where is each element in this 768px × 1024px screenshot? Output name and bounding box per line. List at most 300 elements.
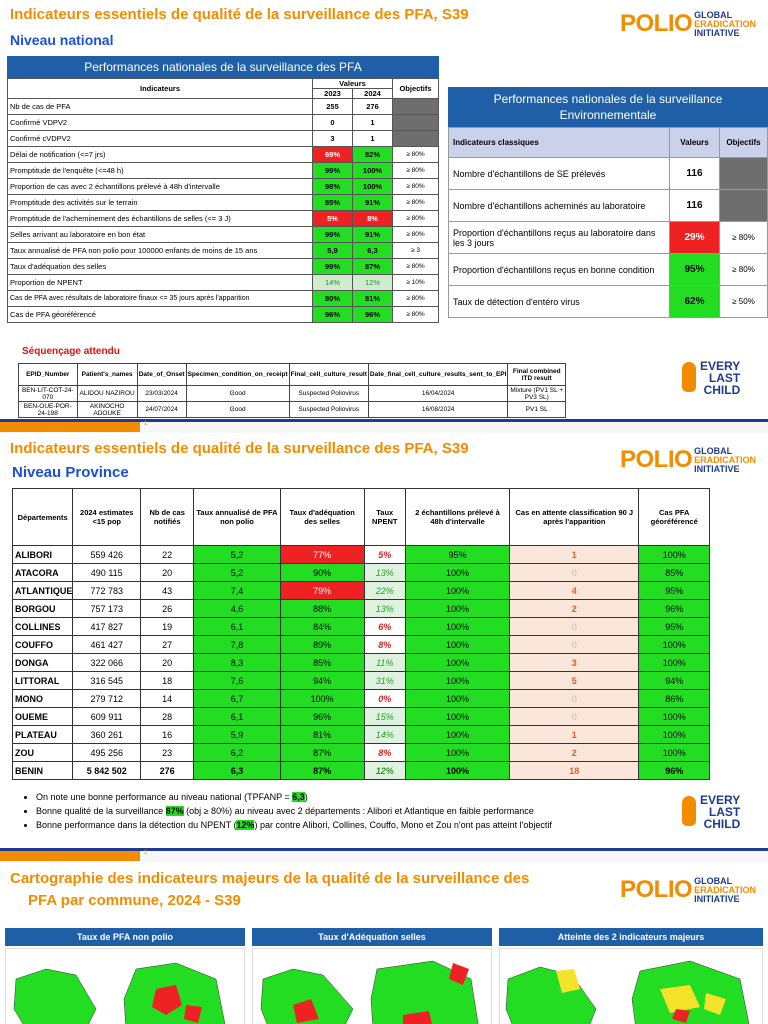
seq-cell: AKINOCHO ADOUKE bbox=[77, 402, 137, 418]
seq-row bbox=[19, 402, 566, 418]
seq-cell: Suspected Poliovirus bbox=[289, 402, 368, 418]
env-indicator-label: Nombre d'échantillons de SE prélevés bbox=[449, 158, 670, 190]
population: 559 426 bbox=[73, 546, 141, 564]
npent: 15% bbox=[364, 708, 405, 726]
department: ZOU bbox=[13, 744, 73, 762]
slide1-title: Indicateurs essentiels de qualité de la surveillance des PFA, S39 bbox=[10, 6, 469, 23]
logo-line2: ERADICATION bbox=[694, 454, 757, 465]
every-last-child-logo bbox=[700, 360, 740, 396]
logo-line1: GLOBAL bbox=[694, 875, 733, 886]
national-row bbox=[8, 227, 439, 243]
province-row bbox=[13, 726, 710, 744]
department: OUEME bbox=[13, 708, 73, 726]
value-2023: 96% bbox=[313, 307, 353, 323]
national-row bbox=[8, 259, 439, 275]
value-2024: 91% bbox=[353, 195, 393, 211]
elc-l3: CHILD bbox=[703, 817, 741, 831]
georeferenced: 94% bbox=[639, 672, 710, 690]
npent: 6% bbox=[364, 618, 405, 636]
department: COLLINES bbox=[13, 618, 73, 636]
indicator-label: Confirmé VDPV2 bbox=[8, 115, 313, 131]
value-2023: 69% bbox=[313, 147, 353, 163]
cases: 28 bbox=[141, 708, 194, 726]
seq-header: Date_final_cell_culture_results_sent_to_EPI bbox=[368, 364, 508, 386]
seq-cell: Suspected Poliovirus bbox=[289, 386, 368, 402]
env-indicator-label: Proportion d'échantillons reçus en bonne condition bbox=[449, 254, 670, 286]
npafp-rate: 6,7 bbox=[194, 690, 280, 708]
pending-classification: 2 bbox=[510, 744, 639, 762]
department: BORGOU bbox=[13, 600, 73, 618]
national-table-title: Performances nationales de la surveillance des PFA bbox=[7, 56, 439, 78]
h-values: Valeurs bbox=[313, 79, 393, 89]
slide-maps bbox=[0, 862, 768, 1024]
seq-header: EPID_Number bbox=[19, 364, 78, 386]
objective bbox=[393, 99, 439, 115]
pending-classification: 0 bbox=[510, 564, 639, 582]
logo-line1: GLOBAL bbox=[694, 9, 733, 20]
province-row bbox=[13, 708, 710, 726]
province-row bbox=[13, 672, 710, 690]
two-samples: 100% bbox=[405, 744, 509, 762]
population: 461 427 bbox=[73, 636, 141, 654]
seq-cell: 16/08/2024 bbox=[368, 402, 508, 418]
province-header: 2 échantillons prélevé à 48h d'intervalle bbox=[405, 489, 509, 546]
map-header-npafp: Taux de PFA non polio bbox=[5, 928, 245, 946]
polio-logo-text: POLIO bbox=[620, 10, 693, 37]
national-row bbox=[8, 195, 439, 211]
georeferenced: 95% bbox=[639, 618, 710, 636]
value-2023: 85% bbox=[313, 195, 353, 211]
indicator-label: Promptitude des activités sur le terrain bbox=[8, 195, 313, 211]
adequacy: 89% bbox=[280, 636, 364, 654]
georeferenced: 100% bbox=[639, 708, 710, 726]
adequacy: 87% bbox=[280, 762, 364, 780]
env-objective: ≥ 80% bbox=[720, 222, 768, 254]
env-value: 95% bbox=[670, 254, 720, 286]
value-2024: 276 bbox=[353, 99, 393, 115]
cases: 43 bbox=[141, 582, 194, 600]
objective: ≥ 80% bbox=[393, 211, 439, 227]
env-value: 116 bbox=[670, 158, 720, 190]
population: 5 842 502 bbox=[73, 762, 141, 780]
two-samples: 100% bbox=[405, 762, 509, 780]
georeferenced: 100% bbox=[639, 744, 710, 762]
value-2024: 91% bbox=[353, 227, 393, 243]
province-header: 2024 estimates <15 pop bbox=[73, 489, 141, 546]
national-row bbox=[8, 307, 439, 323]
pending-classification: 0 bbox=[510, 708, 639, 726]
env-value: 116 bbox=[670, 190, 720, 222]
indicator-label: Proportion de NPENT bbox=[8, 275, 313, 291]
adequacy: 79% bbox=[280, 582, 364, 600]
npent: 22% bbox=[364, 582, 405, 600]
national-row bbox=[8, 115, 439, 131]
env-row bbox=[449, 158, 768, 190]
objective: ≥ 80% bbox=[393, 307, 439, 323]
indicator-label: Nb de cas de PFA bbox=[8, 99, 313, 115]
province-row bbox=[13, 762, 710, 780]
pending-classification: 0 bbox=[510, 618, 639, 636]
env-indicator-label: Taux de détection d'entéro virus bbox=[449, 286, 670, 318]
department: ATLANTIQUE bbox=[13, 582, 73, 600]
objective: ≥ 80% bbox=[393, 147, 439, 163]
population: 772 783 bbox=[73, 582, 141, 600]
seq-cell: ALIDOU NAZIROU bbox=[77, 386, 137, 402]
indicator-label: Promptitude de l'enquête (<=48 h) bbox=[8, 163, 313, 179]
two-samples: 100% bbox=[405, 708, 509, 726]
pending-classification: 5 bbox=[510, 672, 639, 690]
slide2-title: Indicateurs essentiels de qualité de la surveillance des PFA, S39 bbox=[10, 440, 469, 457]
seq-cell: BEN-LIT-COT-24-070 bbox=[19, 386, 78, 402]
seq-cell: Good bbox=[186, 386, 289, 402]
province-row bbox=[13, 744, 710, 762]
objective bbox=[393, 131, 439, 147]
npafp-rate: 4,6 bbox=[194, 600, 280, 618]
province-row bbox=[13, 546, 710, 564]
value-2023: 0 bbox=[313, 115, 353, 131]
map-header-adequacy: Taux d'Adéquation selles bbox=[252, 928, 492, 946]
slide-national bbox=[0, 0, 768, 428]
two-samples: 100% bbox=[405, 582, 509, 600]
georeferenced: 100% bbox=[639, 546, 710, 564]
georeferenced: 86% bbox=[639, 690, 710, 708]
objective: ≥ 3 bbox=[393, 243, 439, 259]
province-header: Nb de cas notifiés bbox=[141, 489, 194, 546]
elc-l1: EVERY bbox=[700, 359, 741, 373]
two-samples: 100% bbox=[405, 690, 509, 708]
objective: ≥ 80% bbox=[393, 259, 439, 275]
env-row bbox=[449, 222, 768, 254]
population: 757 173 bbox=[73, 600, 141, 618]
province-header: Taux NPENT bbox=[364, 489, 405, 546]
population: 279 712 bbox=[73, 690, 141, 708]
elc-l2: LAST bbox=[708, 371, 741, 385]
two-samples: 100% bbox=[405, 636, 509, 654]
indicator-label: Cas de PFA géoréférencé bbox=[8, 307, 313, 323]
department: MONO bbox=[13, 690, 73, 708]
objective: ≥ 80% bbox=[393, 291, 439, 307]
value-2023: 14% bbox=[313, 275, 353, 291]
adequacy: 94% bbox=[280, 672, 364, 690]
elc-l2: LAST bbox=[708, 805, 741, 819]
province-row bbox=[13, 600, 710, 618]
department: LITTORAL bbox=[13, 672, 73, 690]
env-value: 29% bbox=[670, 222, 720, 254]
value-2023: 80% bbox=[313, 291, 353, 307]
adequacy: 84% bbox=[280, 618, 364, 636]
h-2023: 2023 bbox=[313, 89, 353, 99]
npafp-rate: 5,2 bbox=[194, 546, 280, 564]
npent: 14% bbox=[364, 726, 405, 744]
value-2023: 99% bbox=[313, 227, 353, 243]
env-objective bbox=[720, 190, 768, 222]
seq-header: Final combined ITD result bbox=[508, 364, 566, 386]
population: 417 827 bbox=[73, 618, 141, 636]
georeferenced: 85% bbox=[639, 564, 710, 582]
province-row bbox=[13, 636, 710, 654]
polio-logo-3 bbox=[620, 876, 756, 904]
npafp-rate: 5,2 bbox=[194, 564, 280, 582]
two-samples: 100% bbox=[405, 672, 509, 690]
pending-classification: 18 bbox=[510, 762, 639, 780]
npent: 13% bbox=[364, 600, 405, 618]
national-row bbox=[8, 275, 439, 291]
env-indicator-label: Nombre d'échantillons acheminés au laboratoire bbox=[449, 190, 670, 222]
indicator-label: Cas de PFA avec résultats de laboratoire finaux <= 35 jours après l'apparition bbox=[8, 291, 313, 307]
npent: 13% bbox=[364, 564, 405, 582]
georeferenced: 100% bbox=[639, 636, 710, 654]
value-2023: 255 bbox=[313, 99, 353, 115]
npafp-rate: 8,3 bbox=[194, 654, 280, 672]
npent: 8% bbox=[364, 744, 405, 762]
elc-l1: EVERY bbox=[700, 793, 741, 807]
logo-line1: GLOBAL bbox=[694, 445, 733, 456]
adequacy: 90% bbox=[280, 564, 364, 582]
value-2023: 5% bbox=[313, 211, 353, 227]
indicator-label: Selles arrivant au laboratoire en bon état bbox=[8, 227, 313, 243]
national-row bbox=[8, 211, 439, 227]
bullet-1: • On note une bonne performance au niveau national (TPFANP = 6,3) bbox=[36, 790, 552, 804]
province-header: Taux d'adéquation des selles bbox=[280, 489, 364, 546]
h-2024: 2024 bbox=[353, 89, 393, 99]
env-h-obj: Objectifs bbox=[720, 128, 768, 158]
national-row bbox=[8, 99, 439, 115]
value-2024: 12% bbox=[353, 275, 393, 291]
pending-classification: 0 bbox=[510, 636, 639, 654]
slide2-subtitle: Niveau Province bbox=[12, 464, 129, 481]
national-row bbox=[8, 147, 439, 163]
national-row bbox=[8, 243, 439, 259]
env-value: 62% bbox=[670, 286, 720, 318]
value-2024: 87% bbox=[353, 259, 393, 275]
adequacy: 87% bbox=[280, 744, 364, 762]
adequacy: 81% bbox=[280, 726, 364, 744]
value-2023: 99% bbox=[313, 163, 353, 179]
two-samples: 100% bbox=[405, 564, 509, 582]
map-header-both: Atteinte des 2 indicateurs majeurs bbox=[499, 928, 763, 946]
h-indicators: Indicateurs bbox=[8, 79, 313, 99]
value-2024: 81% bbox=[353, 291, 393, 307]
two-samples: 100% bbox=[405, 600, 509, 618]
seq-header: Specimen_condition_on_receipt bbox=[186, 364, 289, 386]
indicator-label: Proportion de cas avec 2 échantillons prélevé à 48h d'intervalle bbox=[8, 179, 313, 195]
cases: 22 bbox=[141, 546, 194, 564]
value-2024: 82% bbox=[353, 147, 393, 163]
cases: 18 bbox=[141, 672, 194, 690]
province-table bbox=[12, 488, 710, 780]
adequacy: 77% bbox=[280, 546, 364, 564]
objective: ≥ 80% bbox=[393, 227, 439, 243]
indicator-label: Promptitude de l'acheminement des échantillons de selles (<= 3 J) bbox=[8, 211, 313, 227]
npent: 0% bbox=[364, 690, 405, 708]
cases: 276 bbox=[141, 762, 194, 780]
province-row bbox=[13, 564, 710, 582]
province-header: Départements bbox=[13, 489, 73, 546]
department: COUFFO bbox=[13, 636, 73, 654]
adequacy: 88% bbox=[280, 600, 364, 618]
npent: 11% bbox=[364, 654, 405, 672]
province-row bbox=[13, 654, 710, 672]
slide-separator-2 bbox=[0, 848, 768, 862]
npafp-rate: 6,1 bbox=[194, 618, 280, 636]
npafp-rate: 7,6 bbox=[194, 672, 280, 690]
map-adequacy bbox=[252, 948, 492, 1024]
department: BENIN bbox=[13, 762, 73, 780]
pending-classification: 1 bbox=[510, 726, 639, 744]
pending-classification: 0 bbox=[510, 690, 639, 708]
npafp-rate: 6,3 bbox=[194, 762, 280, 780]
logo-line3: INITIATIVE bbox=[694, 463, 740, 474]
province-header: Cas en attente classification 90 J après l'apparition bbox=[510, 489, 639, 546]
pending-classification: 3 bbox=[510, 654, 639, 672]
slide-province bbox=[0, 432, 768, 854]
slide-number-2: 2 bbox=[144, 850, 148, 856]
cases: 16 bbox=[141, 726, 194, 744]
npafp-rate: 5,9 bbox=[194, 726, 280, 744]
objective: ≥ 80% bbox=[393, 195, 439, 211]
value-2024: 1 bbox=[353, 131, 393, 147]
value-2023: 3 bbox=[313, 131, 353, 147]
seq-cell: PV1 SL bbox=[508, 402, 566, 418]
slide3-title-line2: PFA par commune, 2024 - S39 bbox=[28, 892, 241, 909]
population: 490 115 bbox=[73, 564, 141, 582]
npafp-rate: 7,8 bbox=[194, 636, 280, 654]
georeferenced: 96% bbox=[639, 762, 710, 780]
seq-row bbox=[19, 386, 566, 402]
value-2024: 8% bbox=[353, 211, 393, 227]
indicator-label: Confirmé cVDPV2 bbox=[8, 131, 313, 147]
department: PLATEAU bbox=[13, 726, 73, 744]
department: DONGA bbox=[13, 654, 73, 672]
cases: 23 bbox=[141, 744, 194, 762]
population: 322 066 bbox=[73, 654, 141, 672]
population: 495 256 bbox=[73, 744, 141, 762]
env-h-values: Valeurs bbox=[670, 128, 720, 158]
value-2024: 100% bbox=[353, 163, 393, 179]
sequencing-title: Séquençage attendu bbox=[22, 346, 120, 357]
population: 609 911 bbox=[73, 708, 141, 726]
pending-classification: 4 bbox=[510, 582, 639, 600]
seq-cell: Good bbox=[186, 402, 289, 418]
logo-line3: INITIATIVE bbox=[694, 893, 740, 904]
footprint-icon bbox=[682, 796, 696, 826]
value-2023: 5,9 bbox=[313, 243, 353, 259]
national-row bbox=[8, 291, 439, 307]
cases: 26 bbox=[141, 600, 194, 618]
indicator-label: Délai de notification (<=7 jrs) bbox=[8, 147, 313, 163]
seq-header: Patient's_names bbox=[77, 364, 137, 386]
georeferenced: 95% bbox=[639, 582, 710, 600]
elc-l3: CHILD bbox=[703, 383, 741, 397]
logo-line2: ERADICATION bbox=[694, 884, 757, 895]
pending-classification: 1 bbox=[510, 546, 639, 564]
value-2024: 6,3 bbox=[353, 243, 393, 259]
georeferenced: 96% bbox=[639, 600, 710, 618]
cases: 27 bbox=[141, 636, 194, 654]
two-samples: 100% bbox=[405, 726, 509, 744]
bullet-3: • Bonne performance dans la détection du NPENT (12%) par contre Alibori, Collines, Couffo, Mono et Zou n'ont pas atteint l'objectif bbox=[36, 818, 552, 832]
national-row bbox=[8, 163, 439, 179]
env-table-title: Performances nationales de la surveillance Environnementale bbox=[448, 87, 768, 127]
value-2023: 99% bbox=[313, 259, 353, 275]
province-row bbox=[13, 690, 710, 708]
adequacy: 96% bbox=[280, 708, 364, 726]
npafp-rate: 7,4 bbox=[194, 582, 280, 600]
department: ALIBORI bbox=[13, 546, 73, 564]
logo-line2: ERADICATION bbox=[694, 18, 757, 29]
seq-header: Final_cell_culture_result bbox=[289, 364, 368, 386]
sequencing-table bbox=[18, 363, 566, 418]
objective: ≥ 80% bbox=[393, 179, 439, 195]
slide-number-1: 1 bbox=[144, 421, 148, 427]
seq-cell: BEN-OUE-POR-24-198 bbox=[19, 402, 78, 418]
province-row bbox=[13, 582, 710, 600]
npent: 8% bbox=[364, 636, 405, 654]
value-2024: 1 bbox=[353, 115, 393, 131]
national-row bbox=[8, 179, 439, 195]
two-samples: 100% bbox=[405, 654, 509, 672]
npent: 31% bbox=[364, 672, 405, 690]
cases: 20 bbox=[141, 654, 194, 672]
georeferenced: 100% bbox=[639, 726, 710, 744]
npent: 12% bbox=[364, 762, 405, 780]
polio-logo bbox=[620, 10, 756, 38]
two-samples: 95% bbox=[405, 546, 509, 564]
objective: ≥ 10% bbox=[393, 275, 439, 291]
cases: 14 bbox=[141, 690, 194, 708]
h-obj: Objectifs bbox=[393, 79, 439, 99]
objective: ≥ 80% bbox=[393, 163, 439, 179]
cases: 19 bbox=[141, 618, 194, 636]
province-row bbox=[13, 618, 710, 636]
environmental-performance-table bbox=[448, 87, 768, 318]
env-objective bbox=[720, 158, 768, 190]
env-indicator-label: Proportion d'échantillons reçus au laboratoire dans les 3 jours bbox=[449, 222, 670, 254]
logo-line3: INITIATIVE bbox=[694, 27, 740, 38]
npent: 5% bbox=[364, 546, 405, 564]
georeferenced: 100% bbox=[639, 654, 710, 672]
two-samples: 100% bbox=[405, 618, 509, 636]
adequacy: 85% bbox=[280, 654, 364, 672]
population: 316 545 bbox=[73, 672, 141, 690]
value-2023: 98% bbox=[313, 179, 353, 195]
cases: 20 bbox=[141, 564, 194, 582]
npafp-rate: 6,1 bbox=[194, 708, 280, 726]
value-2024: 96% bbox=[353, 307, 393, 323]
adequacy: 100% bbox=[280, 690, 364, 708]
env-row bbox=[449, 286, 768, 318]
env-objective: ≥ 50% bbox=[720, 286, 768, 318]
seq-cell: 16/04/2024 bbox=[368, 386, 508, 402]
polio-logo-2 bbox=[620, 446, 756, 474]
footprint-icon bbox=[682, 362, 696, 392]
seq-cell: Mixture (PV1 SL + PV3 SL) bbox=[508, 386, 566, 402]
pending-classification: 2 bbox=[510, 600, 639, 618]
national-performance-table bbox=[7, 56, 439, 323]
objective bbox=[393, 115, 439, 131]
indicator-label: Taux d'adéquation des selles bbox=[8, 259, 313, 275]
polio-logo-text: POLIO bbox=[620, 876, 693, 903]
map-npafp bbox=[5, 948, 245, 1024]
indicator-label: Taux annualisé de PFA non polio pour 100000 enfants de moins de 15 ans bbox=[8, 243, 313, 259]
map-both-indicators bbox=[499, 948, 763, 1024]
seq-cell: 24/07/2024 bbox=[137, 402, 186, 418]
summary-bullets bbox=[36, 790, 552, 832]
province-header: Cas PFA géoréférencé bbox=[639, 489, 710, 546]
env-row bbox=[449, 190, 768, 222]
value-2024: 100% bbox=[353, 179, 393, 195]
every-last-child-logo-2 bbox=[700, 794, 740, 830]
